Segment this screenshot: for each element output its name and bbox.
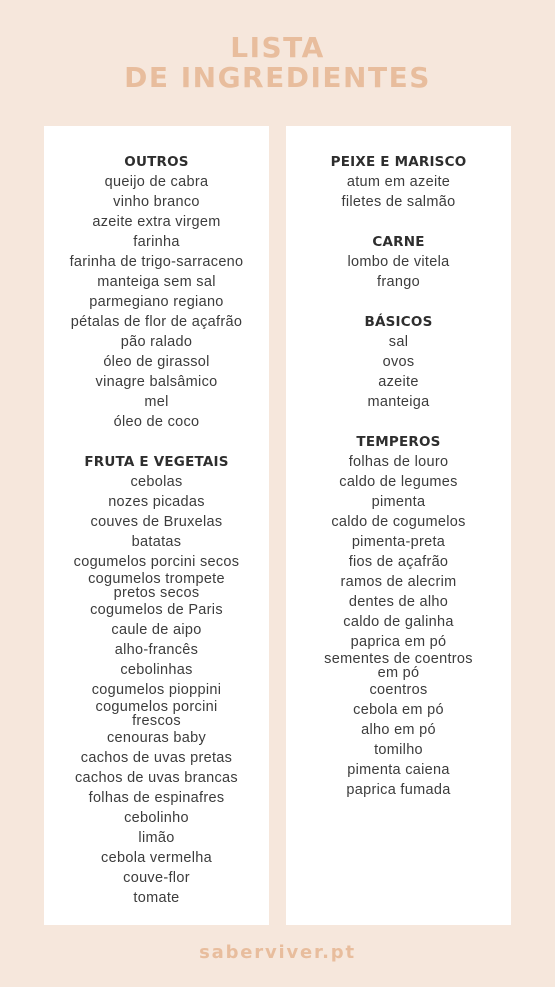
- ingredient-item: farinha de trigo-sarraceno: [69, 254, 244, 270]
- ingredient-item: couve-flor: [123, 870, 190, 886]
- ingredient-item: pimenta-preta: [351, 534, 446, 550]
- ingredient-item: paprica fumada: [346, 782, 451, 798]
- ingredient-item: sal: [388, 334, 409, 350]
- ingredient-item: pétalas de flor de açafrão: [70, 314, 243, 330]
- ingredient-item: caule de aipo: [111, 622, 202, 638]
- ingredient-section: [286, 232, 511, 292]
- ingredient-item: tomilho: [374, 742, 423, 758]
- ingredient-item: fios de açafrão: [348, 554, 449, 570]
- ingredient-item: mel: [144, 394, 169, 410]
- ingredient-item: filetes de salmão: [341, 194, 456, 210]
- ingredient-item: cogumelos porcini secos: [73, 554, 240, 570]
- ingredient-item: sementes de coentros em pó: [324, 651, 473, 681]
- ingredient-item: pimenta: [371, 494, 426, 510]
- ingredient-item: ovos: [382, 354, 415, 370]
- ingredient-item: cenouras baby: [106, 730, 207, 746]
- ingredient-item: parmegiano regiano: [89, 294, 224, 310]
- ingredient-item: azeite extra virgem: [92, 214, 221, 230]
- ingredient-item: manteiga: [367, 394, 430, 410]
- ingredient-item: caldo de galinha: [343, 614, 454, 630]
- ingredient-item: pimenta caiena: [347, 762, 450, 778]
- page-title: [0, 33, 555, 93]
- ingredient-item: cogumelos porcini frescos: [95, 699, 218, 729]
- ingredient-item: frango: [377, 274, 420, 290]
- ingredient-item: óleo de coco: [113, 414, 200, 430]
- ingredient-item: limão: [138, 830, 175, 846]
- ingredient-section: [44, 152, 269, 432]
- ingredient-item: cebola vermelha: [101, 850, 212, 866]
- ingredient-item: tomate: [133, 890, 180, 906]
- ingredient-item: alho em pó: [361, 722, 436, 738]
- ingredient-item: cebolas: [130, 474, 183, 490]
- ingredient-item: dentes de alho: [348, 594, 449, 610]
- ingredient-list: [44, 472, 269, 908]
- ingredient-item: manteiga sem sal: [97, 274, 216, 290]
- section-heading: FRUTA E VEGETAIS: [84, 454, 229, 470]
- ingredient-item: cogumelos pioppini: [91, 682, 222, 698]
- footer-site-name: saberviver.pt: [199, 942, 356, 963]
- ingredient-item: óleo de girassol: [103, 354, 210, 370]
- ingredient-item: atum em azeite: [346, 174, 451, 190]
- ingredient-item: couves de Bruxelas: [90, 514, 223, 530]
- section-heading: OUTROS: [124, 154, 189, 170]
- right-column-card: [286, 126, 511, 925]
- ingredient-item: folhas de louro: [348, 454, 449, 470]
- ingredient-item: lombo de vitela: [347, 254, 450, 270]
- ingredient-item: queijo de cabra: [104, 174, 209, 190]
- ingredient-list: [286, 252, 511, 292]
- section-heading: TEMPEROS: [356, 434, 441, 450]
- ingredient-list: [286, 452, 511, 800]
- section-heading: CARNE: [372, 234, 425, 250]
- section-heading: PEIXE E MARISCO: [330, 154, 467, 170]
- ingredient-section: [44, 452, 269, 908]
- ingredient-item: farinha: [133, 234, 180, 250]
- ingredient-item: vinho branco: [113, 194, 200, 210]
- ingredient-item: vinagre balsâmico: [95, 374, 218, 390]
- title-line-1: LISTA: [230, 31, 325, 64]
- ingredient-list: [44, 172, 269, 432]
- ingredient-item: coentros: [369, 682, 428, 698]
- ingredient-list: [286, 172, 511, 212]
- ingredient-section: [286, 312, 511, 412]
- ingredient-item: alho-francês: [114, 642, 199, 658]
- ingredient-item: paprica em pó: [350, 634, 447, 650]
- ingredient-list: [286, 332, 511, 412]
- ingredient-item: caldo de legumes: [339, 474, 458, 490]
- ingredient-item: azeite: [378, 374, 419, 390]
- ingredient-item: cogumelos trompete pretos secos: [88, 571, 225, 601]
- ingredient-item: batatas: [131, 534, 182, 550]
- ingredient-item: cebola em pó: [353, 702, 444, 718]
- ingredient-item: folhas de espinafres: [88, 790, 225, 806]
- ingredient-item: pão ralado: [120, 334, 193, 350]
- ingredient-section: [286, 432, 511, 800]
- ingredient-item: cebolinho: [124, 810, 189, 826]
- ingredient-item: cachos de uvas brancas: [75, 770, 238, 786]
- ingredient-item: cogumelos de Paris: [90, 602, 223, 618]
- ingredient-item: cebolinhas: [120, 662, 193, 678]
- section-heading: BÁSICOS: [364, 314, 433, 330]
- ingredient-item: caldo de cogumelos: [331, 514, 466, 530]
- ingredient-section: [286, 152, 511, 212]
- ingredient-item: cachos de uvas pretas: [80, 750, 233, 766]
- ingredient-item: nozes picadas: [108, 494, 205, 510]
- title-line-2: DE INGREDIENTES: [124, 61, 431, 94]
- ingredient-item: ramos de alecrim: [340, 574, 457, 590]
- left-column-card: [44, 126, 269, 925]
